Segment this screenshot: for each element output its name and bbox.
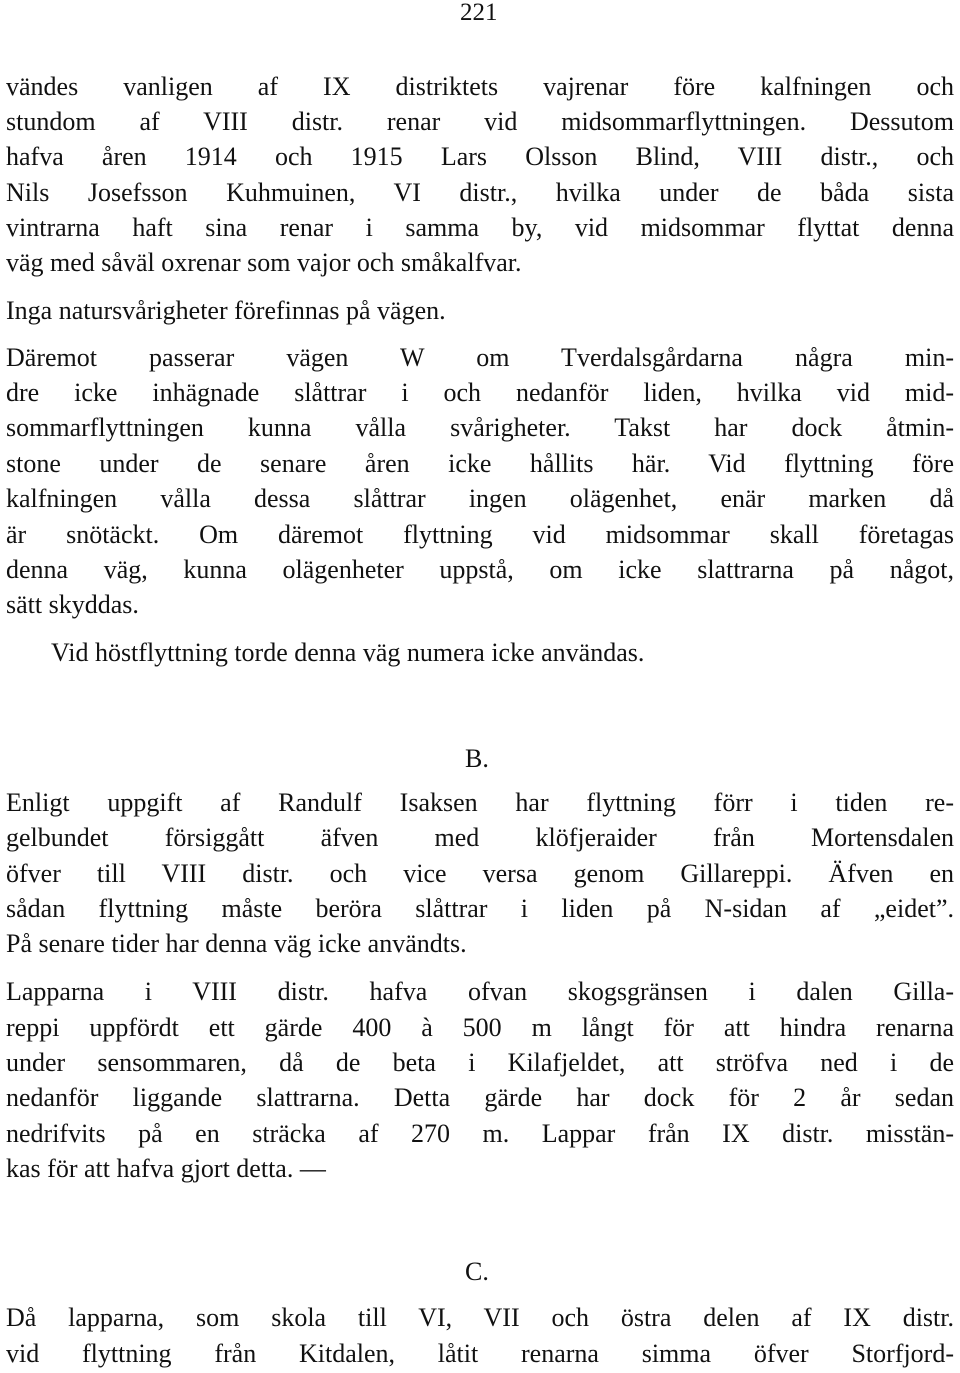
- text-line: hafva åren 1914 och 1915 Lars Olsson Blind, VIII distr., och: [6, 142, 954, 171]
- text-line: gelbundet försiggått äfven med klöfjeraider från Mortensdalen: [6, 823, 954, 852]
- text-line: är snötäckt. Om däremot flyttning vid midsommar skall företagas: [6, 520, 954, 549]
- section-heading: B.: [465, 744, 489, 773]
- section-heading: C.: [465, 1257, 489, 1286]
- text-line: väg med såväl oxrenar som vajor och småkalfvar.: [6, 248, 522, 277]
- text-line: sätt skyddas.: [6, 590, 139, 619]
- text-line: sådan flyttning måste beröra slåttrar i liden på N-sidan af „eidet”.: [6, 894, 954, 923]
- text-line: denna väg, kunna olägenheter uppstå, om icke slattrarna på något,: [6, 555, 954, 584]
- text-line: Vid höstflyttning torde denna väg numera icke användas.: [51, 638, 645, 667]
- text-line: Lapparna i VIII distr. hafva ofvan skogsgränsen i dalen Gilla-: [6, 977, 954, 1006]
- text-line: Däremot passerar vägen W om Tverdalsgårdarna några min-: [6, 343, 954, 372]
- page-number: 221: [460, 0, 498, 26]
- text-line: dre icke inhägnade slåttrar i och nedanför liden, hvilka vid mid-: [6, 378, 954, 407]
- text-line: reppi uppfördt ett gärde 400 à 500 m långt för att hindra renarna: [6, 1013, 954, 1042]
- text-line: Inga natursvårigheter förefinnas på vägen.: [6, 296, 446, 325]
- text-line: stone under de senare åren icke hållits här. Vid flyttning före: [6, 449, 954, 478]
- text-line: under sensommaren, då de beta i Kilafjeldet, att ströfva ned i de: [6, 1048, 954, 1077]
- text-line: kalfningen vålla dessa slåttrar ingen olägenhet, enär marken då: [6, 484, 954, 513]
- text-line: nedanför liggande slattrarna. Detta gärde har dock för 2 år sedan: [6, 1083, 954, 1112]
- text-line: Då lapparna, som skola till VI, VII och östra delen af IX distr.: [6, 1303, 954, 1332]
- text-line: sommarflyttningen kunna vålla svårigheter. Takst har dock åtmin-: [6, 413, 954, 442]
- text-line: stundom af VIII distr. renar vid midsommarflyttningen. Dessutom: [6, 107, 954, 136]
- text-line: vid flyttning från Kitdalen, låtit renarna simma öfver Storfjord-: [6, 1339, 954, 1368]
- text-line: vintrarna haft sina renar i samma by, vid midsommar flyttat denna: [6, 213, 954, 242]
- text-line: Nils Josefsson Kuhmuinen, VI distr., hvilka under de båda sista: [6, 178, 954, 207]
- text-line: kas för att hafva gjort detta. —: [6, 1154, 326, 1183]
- text-line: öfver till VIII distr. och vice versa genom Gillareppi. Äfven en: [6, 859, 954, 888]
- text-line: vändes vanligen af IX distriktets vajrenar före kalfningen och: [6, 72, 954, 101]
- text-line: På senare tider har denna väg icke användts.: [6, 929, 467, 958]
- text-line: Enligt uppgift af Randulf Isaksen har flyttning förr i tiden re-: [6, 788, 954, 817]
- text-line: nedrifvits på en sträcka af 270 m. Lappar från IX distr. misstän-: [6, 1119, 954, 1148]
